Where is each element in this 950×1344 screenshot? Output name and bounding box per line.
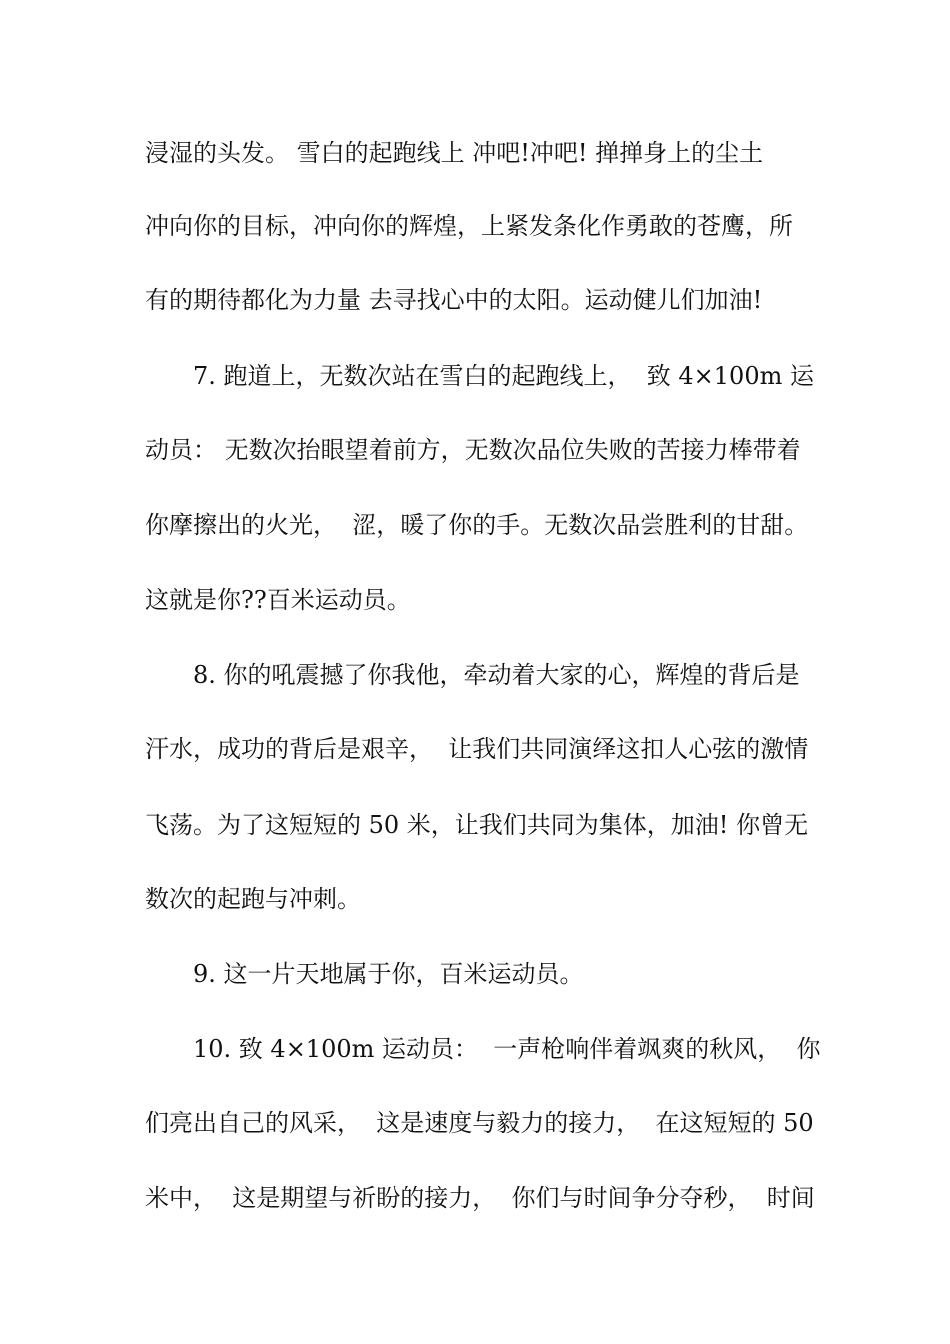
text-line: 汗水，成功的背后是艰辛， 让我们共同演绎这扣人心弦的激情 (145, 735, 809, 763)
paragraph-9-line: 9. 这一片天地属于你，百米运动员。 (193, 960, 584, 988)
text-line: 浸湿的头发。 雪白的起跑线上 冲吧!冲吧! 掸掸身上的尘土 (145, 139, 764, 167)
paragraph-8-line: 8. 你的吼震撼了你我他，牵动着大家的心，辉煌的背后是 (193, 661, 800, 689)
paragraph-10-line: 10. 致 4×100m 运动员： 一声枪响伴着飒爽的秋风， 你 (193, 1035, 821, 1063)
text-line: 数次的起跑与冲刺。 (145, 885, 361, 913)
text-line: 这就是你??百米运动员。 (145, 586, 411, 614)
text-line: 飞荡。为了这短短的 50 米，让我们共同为集体，加油! 你曾无 (145, 811, 809, 839)
text-line: 冲向你的目标，冲向你的辉煌，上紧发条化作勇敢的苍鹰，所 (145, 212, 793, 240)
text-line: 们亮出自己的风采， 这是速度与毅力的接力， 在这短短的 50 (145, 1109, 814, 1137)
text-line: 有的期待都化为力量 去寻找心中的太阳。运动健儿们加油! (145, 286, 763, 314)
paragraph-7-line: 7. 跑道上，无数次站在雪白的起跑线上， 致 4×100m 运 (193, 362, 814, 390)
text-line: 你摩擦出的火光， 涩，暖了你的手。无数次品尝胜利的甘甜。 (145, 511, 809, 539)
text-line: 动员： 无数次抬眼望着前方，无数次品位失败的苦接力棒带着 (145, 436, 801, 464)
text-line: 米中， 这是期望与祈盼的接力， 你们与时间争分夺秒， 时间 (145, 1184, 815, 1212)
